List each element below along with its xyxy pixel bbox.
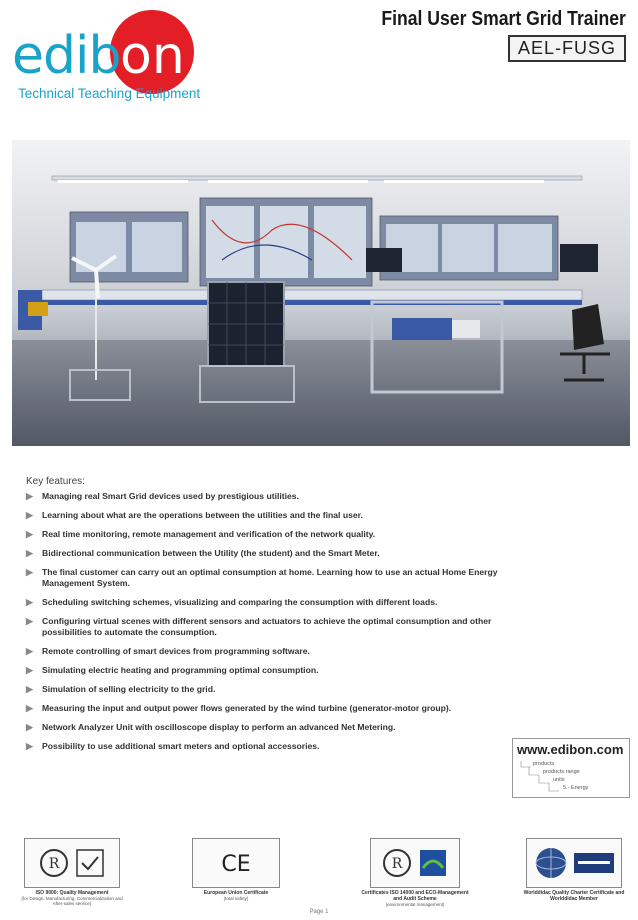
checkmark-seal-icon (75, 848, 105, 878)
ce-mark-icon (216, 848, 256, 878)
arrow-icon: ▶ (26, 722, 33, 732)
feature-item: ▶ Learning about what are the operations between the utilities and the final user. (26, 510, 363, 520)
arrow-icon: ▶ (26, 741, 33, 751)
tree-units: units (553, 777, 565, 783)
feature-item: ▶ Real time monitoring, remote management and verification of the network quality. (26, 529, 376, 539)
key-features-heading: Key features: (26, 476, 85, 487)
feature-item: ▶ Managing real Smart Grid devices used by prestigious utilities. (26, 491, 299, 501)
trainer-photo (12, 140, 630, 446)
svg-text:CE: CE (221, 852, 251, 877)
cert-ce (186, 838, 286, 901)
cert-ce-sub: (total safety) (223, 896, 249, 901)
emas-logo-icon (418, 848, 448, 878)
panel-group-right (380, 216, 558, 280)
page-number: Page 1 (309, 909, 329, 915)
logo-word-on: on (120, 26, 185, 86)
logo-word: edib (12, 26, 121, 86)
arrow-icon: ▶ (26, 616, 33, 626)
arrow-icon: ▶ (26, 597, 33, 607)
globe-icon (534, 846, 568, 880)
feature-item: ▶ Remote controlling of smart devices from programming software. (26, 646, 310, 656)
feature-item: ▶ Measuring the input and output power flows generated by the wind turbine (generator-motor group). (26, 703, 452, 713)
registered-seal-icon (382, 848, 412, 878)
registered-seal-icon (39, 848, 69, 878)
tree-products: products (533, 761, 555, 767)
arrow-icon: ▶ (26, 646, 33, 656)
cert-worlddidac-caption: Worlddidac Quality Charter Certificate and Worlddidac Member (523, 890, 625, 902)
website-url[interactable]: www.edibon.com (517, 742, 624, 757)
product-code: AEL-FUSG (508, 35, 626, 62)
feature-item: ▶ Simulating electric heating and programming optimal consumption. (26, 665, 319, 675)
feature-item: ▶ Network Analyzer Unit with oscilloscope display to perform an advanced Net Metering. (26, 722, 396, 732)
cert-iso14000-logos (370, 838, 460, 888)
feature-item: ▶ Scheduling switching schemes, visualizing and comparing the consumption with different loads. (26, 597, 438, 607)
cert-iso9000-logos (24, 838, 120, 888)
edibon-logo (12, 8, 232, 103)
cert-iso9000-caption: ISO 9000: Quality Management (35, 890, 109, 896)
page-title: Final User Smart Grid Trainer (381, 8, 626, 30)
cert-iso9000 (18, 838, 126, 906)
arrow-icon: ▶ (26, 703, 33, 713)
arrow-icon: ▶ (26, 665, 33, 675)
cert-iso14000 (360, 838, 470, 907)
arrow-icon: ▶ (26, 529, 33, 539)
cert-worlddidac (520, 838, 628, 902)
key-features (26, 476, 506, 760)
arrow-icon: ▶ (26, 684, 33, 694)
title-block (348, 8, 626, 62)
worlddidac-logo-icon (574, 853, 614, 873)
cert-ce-caption: European Union Certificate (203, 890, 269, 896)
arrow-icon: ▶ (26, 567, 33, 577)
feature-item: ▶ Configuring virtual scenes with different sensors and actuators to achieve the optimal consumption and other possibilities to automate the consumption. (26, 616, 492, 637)
cert-iso14000-sub: (environmental management) (385, 902, 445, 907)
arrow-icon: ▶ (26, 491, 33, 501)
feature-item: ▶ Bidirectional communication between the Utility (the student) and the Smart Meter. (26, 548, 380, 558)
cert-iso9000-sub: (for Design, Manufacturing, Commercialization and After-sales service) (21, 896, 123, 906)
logo-tagline: Technical Teaching Equipment (18, 86, 201, 101)
arrow-icon: ▶ (26, 510, 33, 520)
svg-text:R: R (48, 856, 60, 872)
cert-ce-logo (192, 838, 280, 888)
feature-item: ▶ The final customer can carry out an optimal consumption at home. Learning how to use an actual Home Energy Management System. (26, 567, 498, 588)
svg-text:R: R (391, 856, 403, 872)
tree-products-range: products range (543, 769, 580, 775)
panel-group-left (70, 212, 188, 282)
cert-worlddidac-logos (526, 838, 622, 888)
panel-group-center (200, 198, 372, 286)
cert-iso14000-caption: Certificates ISO 14000 and ECO-Management and Audit Scheme (361, 890, 469, 902)
website-box[interactable] (512, 738, 630, 798)
arrow-icon: ▶ (26, 548, 33, 558)
tree-energy: 5.- Energy (563, 785, 589, 791)
feature-item: ▶ Simulation of selling electricity to the grid. (26, 684, 216, 694)
feature-item: ▶ Possibility to use additional smart meters and optional accessories. (26, 741, 320, 751)
